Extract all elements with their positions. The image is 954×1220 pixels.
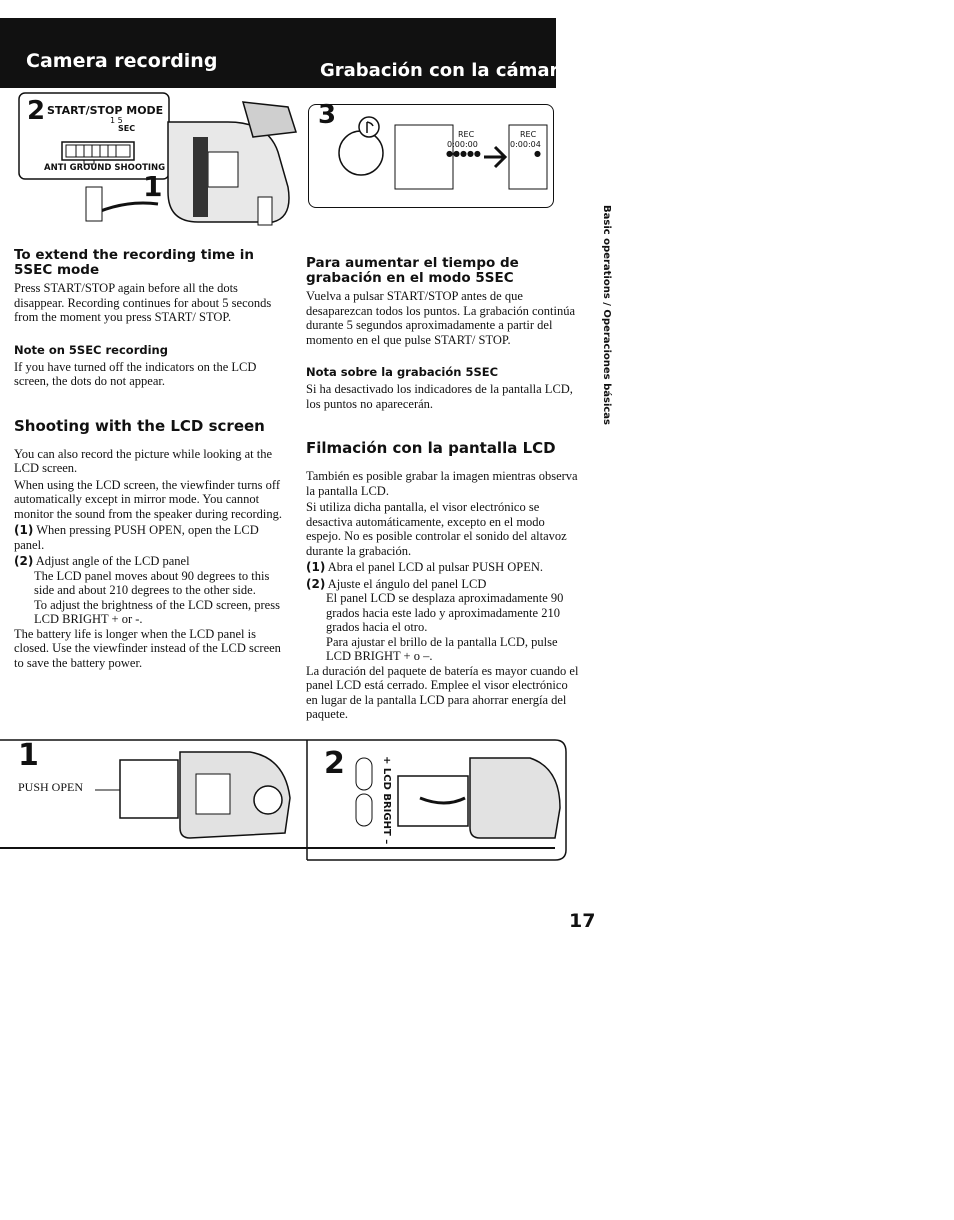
header-title-es: Grabación con la cámara bbox=[320, 60, 571, 81]
battery-en: The battery life is longer when the LCD panel is closed. Use the viewfinder instead of the LCD screen to save the battery power. bbox=[14, 626, 281, 670]
lcd-text-es bbox=[306, 469, 582, 722]
note-heading-es: Nota sobre la grabación 5SEC bbox=[306, 365, 499, 379]
side-tab-label: Basic operations / Operaciones básicas bbox=[601, 205, 612, 426]
step1-text-en: When pressing PUSH OPEN, open the LCD panel. bbox=[14, 523, 259, 552]
rec-indicator-right: REC bbox=[520, 130, 537, 139]
step2-num-es: (2) bbox=[306, 576, 326, 591]
note-body-es: Si ha desactivado los indicadores de la pantalla LCD, los puntos no aparecerán. bbox=[306, 382, 573, 411]
lcd-p2-es: Si utiliza dicha pantalla, el visor electrónico se desactiva automáticamente, excepto en el modo espejo. No es posible controlar el sonido del altavoz durante la grabación. bbox=[306, 500, 567, 558]
step1-num-en: (1) bbox=[14, 523, 34, 537]
push-open-label: PUSH OPEN bbox=[18, 780, 84, 794]
note-body-en: If you have turned off the indicators on the LCD screen, the dots do not appear. bbox=[14, 359, 257, 388]
step1-num-es: (1) bbox=[306, 560, 326, 574]
extend-heading-es: Para aumentar el tiempo de grabación en el modo 5SEC bbox=[306, 255, 519, 286]
step2-num-en: (2) bbox=[14, 554, 34, 568]
start-stop-button-illustration bbox=[309, 105, 553, 207]
anti-ground-shooting-label: ANTI GROUND SHOOTING bbox=[44, 163, 166, 173]
lcd-panel-illustration bbox=[0, 738, 568, 862]
step2-es bbox=[306, 577, 582, 592]
figure-rec-display bbox=[308, 104, 554, 208]
time-counter-left: 0:00:00 bbox=[447, 140, 478, 149]
step1-en bbox=[14, 523, 286, 552]
switch-positions-label: 1 5 bbox=[110, 116, 123, 125]
lcd-p2-en: When using the LCD screen, the viewfinder turns off automatically except in mirror mode. You cannot monitor the sound from the speaker during recording. bbox=[14, 477, 282, 521]
rec-indicator-left: REC bbox=[458, 130, 475, 139]
time-counter-right: 0:00:04 bbox=[510, 140, 541, 149]
figure-lcd-panel bbox=[0, 738, 568, 862]
bottom-step-1: 1 bbox=[18, 738, 39, 773]
callout-1: 1 bbox=[143, 170, 163, 203]
sec-label: SEC bbox=[118, 124, 136, 133]
extend-body-es: Vuelva a pulsar START/STOP antes de que desaparezcan todos los puntos. La grabación continúa durante 5 segundos aproximadamente a partir del momento en el que pulse START/ STOP. bbox=[306, 289, 576, 347]
step2-text-en: Adjust angle of the LCD panel bbox=[35, 554, 190, 568]
step2-en bbox=[14, 554, 286, 569]
start-stop-mode-label: START/STOP MODE bbox=[47, 104, 164, 117]
right-column bbox=[306, 256, 582, 722]
extend-heading-en: To extend the recording time in 5SEC mode bbox=[14, 247, 255, 278]
left-column bbox=[14, 248, 286, 670]
countdown-dots-right: ● bbox=[534, 149, 541, 158]
step-number-3: 3 bbox=[318, 100, 337, 130]
step2-text-es: Ajuste el ángulo del panel LCD bbox=[327, 576, 487, 591]
bottom-step-2: 2 bbox=[324, 746, 345, 781]
step2-detail2-es: Para ajustar el brillo de la pantalla LCD, pulse LCD BRIGHT + o –. bbox=[326, 634, 558, 663]
lcd-intro-es: También es posible grabar la imagen mientras observa la pantalla LCD. bbox=[306, 469, 578, 498]
step2-detail1-es: El panel LCD se desplaza aproximadamente 90 grados hacia este lado y aproximadamente 210 grados hacia el otro. bbox=[326, 591, 564, 634]
step1-text-es: Abra el panel LCD al pulsar PUSH OPEN. bbox=[327, 560, 544, 574]
header-title-en: Camera recording bbox=[26, 50, 218, 72]
note-heading-en: Note on 5SEC recording bbox=[14, 342, 168, 357]
lcd-heading-en: Shooting with the LCD screen bbox=[14, 416, 265, 435]
step-number-2-top: 2 bbox=[27, 96, 46, 126]
step2-detail1-en: The LCD panel moves about 90 degrees to this side and about 210 degrees to the other side. bbox=[34, 568, 270, 597]
step1-es bbox=[306, 560, 582, 575]
lcd-text-en bbox=[14, 447, 286, 671]
countdown-dots-left: ●●●●● bbox=[446, 149, 481, 158]
lcd-intro-en: You can also record the picture while looking at the LCD screen. bbox=[14, 446, 273, 475]
extend-body-en: Press START/STOP again before all the dots disappear. Recording continues for about 5 seconds from the moment you press START/ STOP. bbox=[14, 281, 272, 324]
lcd-bright-label: + LCD BRIGHT – bbox=[381, 756, 392, 845]
step2-detail2-en: To adjust the brightness of the LCD screen, press LCD BRIGHT + or -. bbox=[34, 597, 280, 626]
lcd-heading-es: Filmación con la pantalla LCD bbox=[306, 439, 556, 457]
page-number: 17 bbox=[569, 910, 596, 932]
battery-es: La duración del paquete de batería es mayor cuando el panel LCD está cerrado. Emplee el visor electrónico en lugar de la pantalla LCD para ahorrar energía del paquete. bbox=[306, 663, 579, 721]
